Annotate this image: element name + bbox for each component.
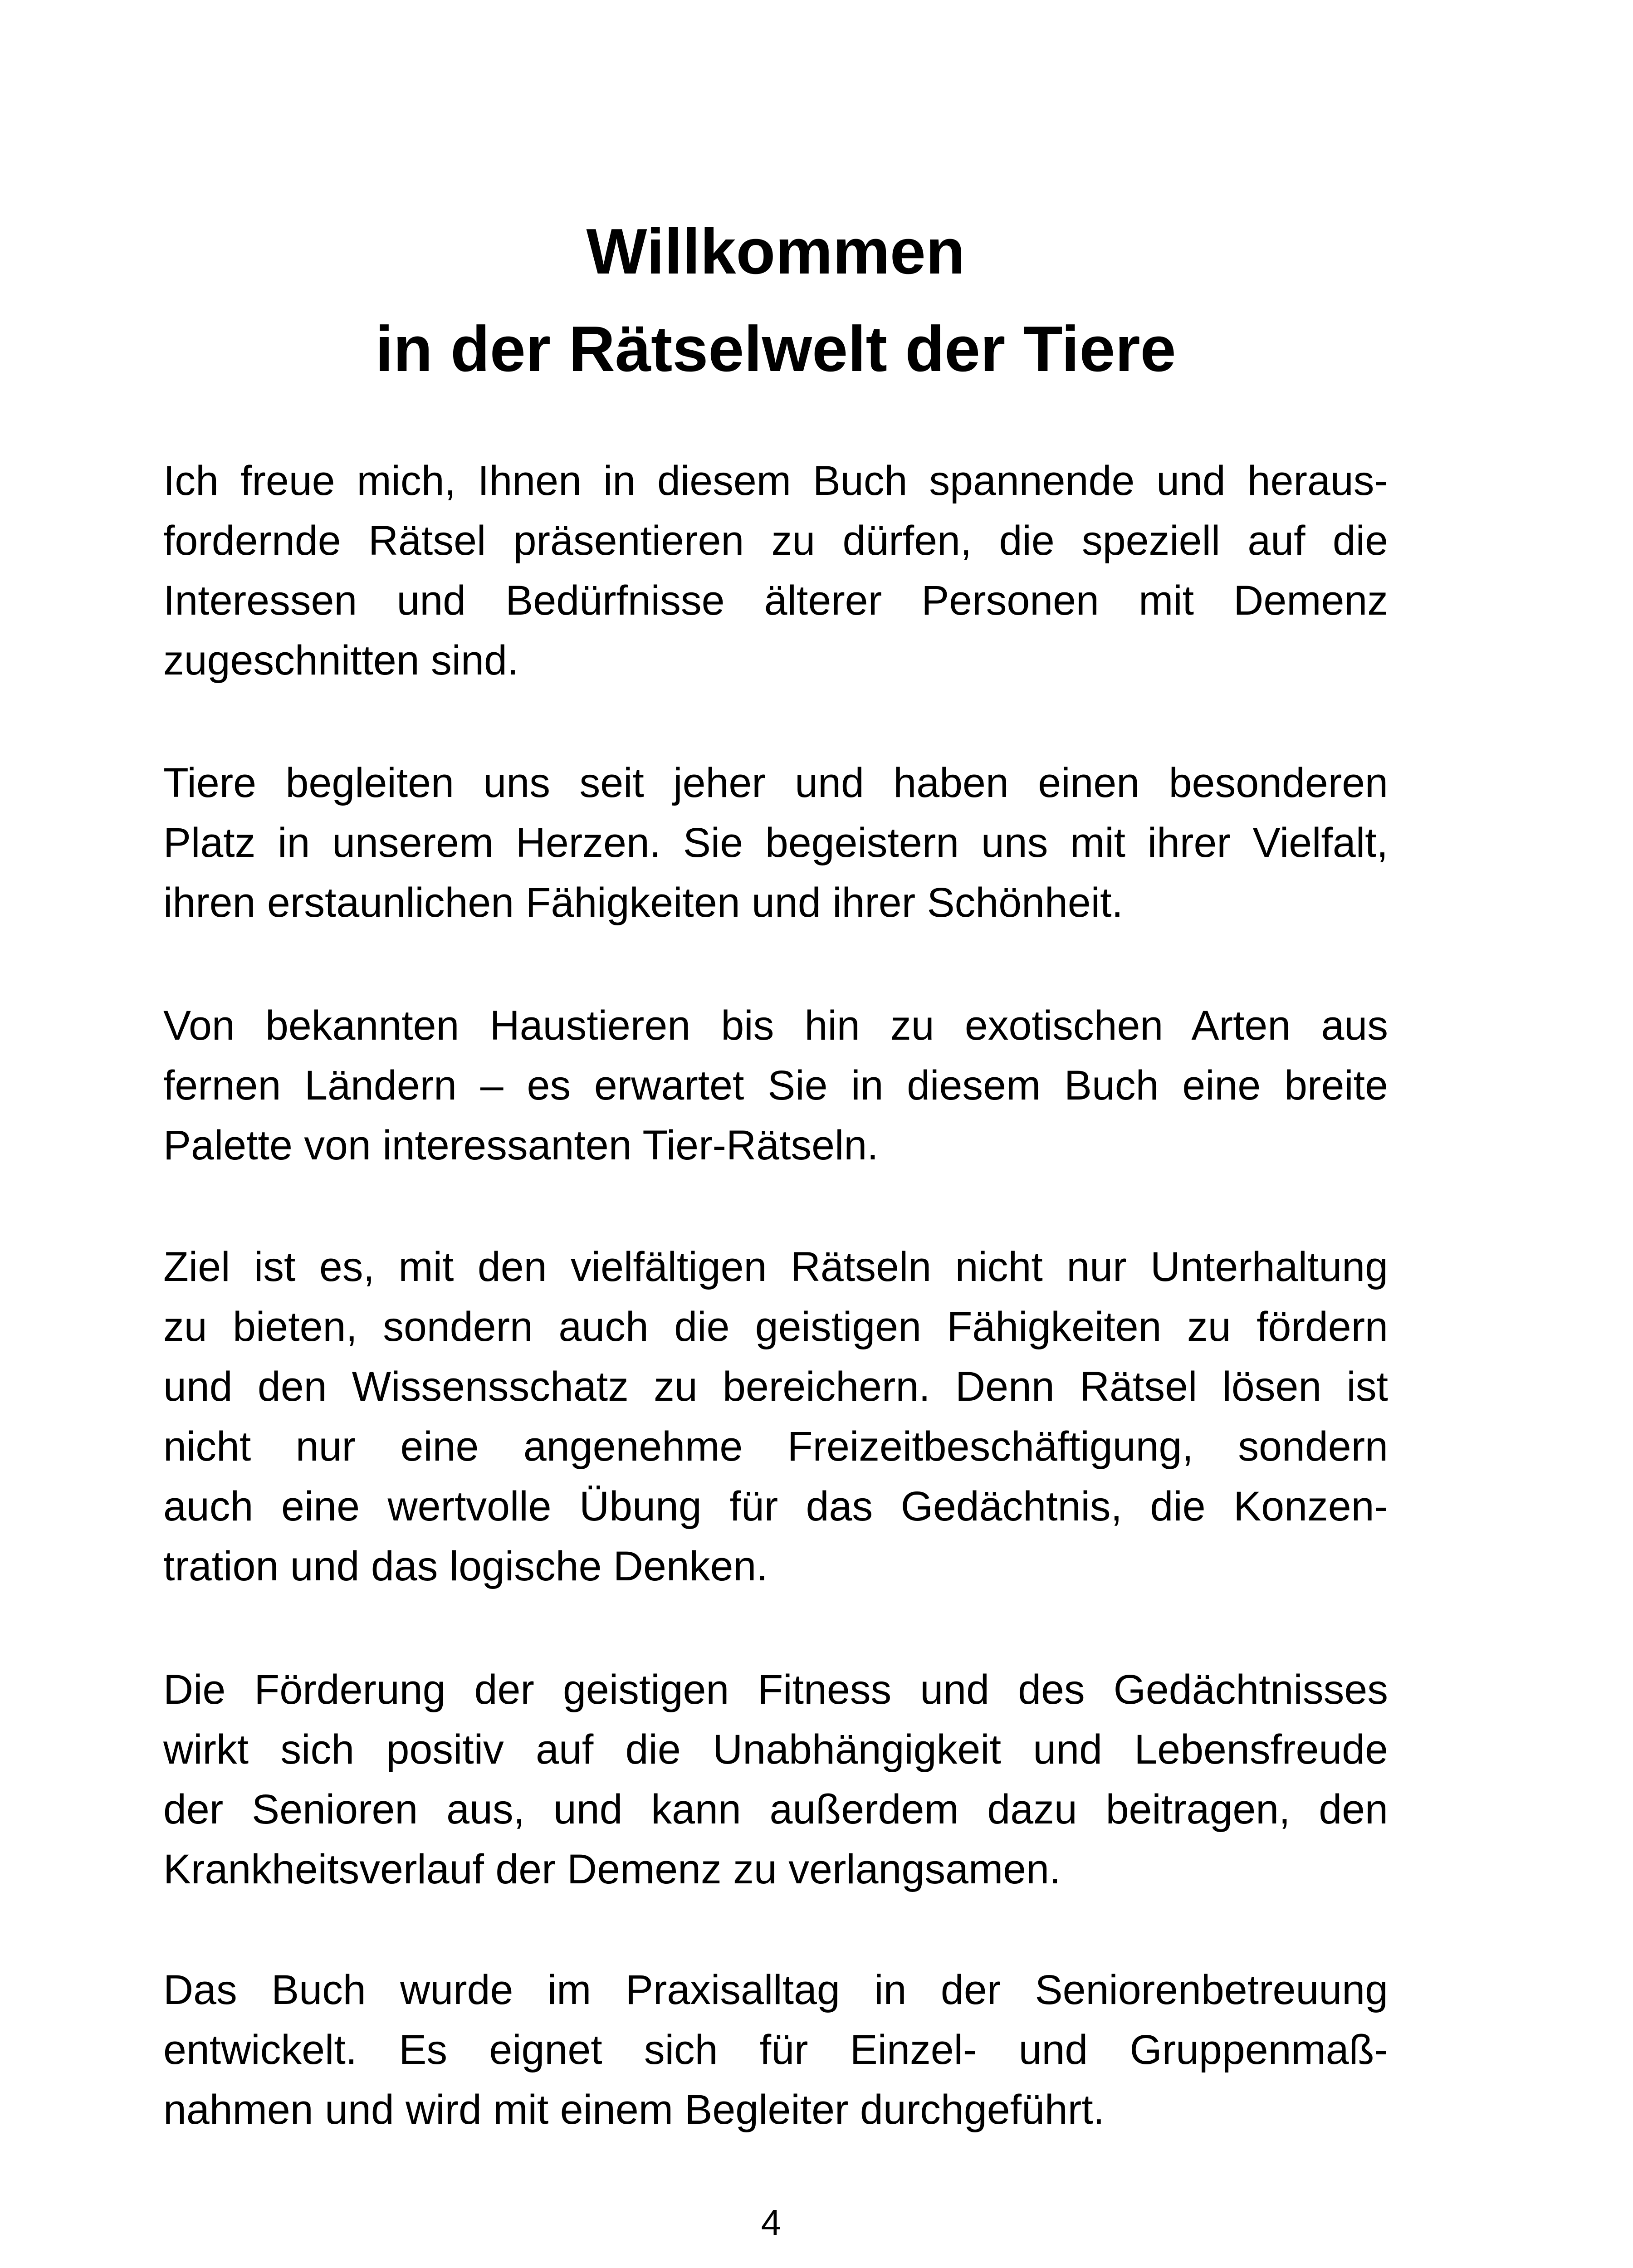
text-line: Ziel ist es, mit den vielfältigen Rätseln nicht nur Unterhaltung bbox=[163, 1244, 1388, 1290]
paragraph-intro bbox=[163, 451, 1388, 690]
text-line: nicht nur eine angenehme Freizeitbeschäftigung, sondern bbox=[163, 1423, 1388, 1470]
text-line: zugeschnitten sind. bbox=[163, 637, 519, 684]
paragraph-goal bbox=[163, 1237, 1388, 1596]
text-line: zu bieten, sondern auch die geistigen Fähigkeiten zu fördern bbox=[163, 1304, 1388, 1350]
text-line: fordernde Rätsel präsentieren zu dürfen, die speziell auf die bbox=[163, 518, 1388, 564]
page-title-line-1: Willkommen bbox=[586, 215, 965, 288]
text-line: Platz in unserem Herzen. Sie begeistern uns mit ihrer Vielfalt, bbox=[163, 820, 1388, 866]
paragraph-practice bbox=[163, 1960, 1388, 2140]
text-line: Das Buch wurde im Praxisalltag in der Seniorenbetreuung bbox=[163, 1967, 1388, 2013]
paragraph-fitness bbox=[163, 1660, 1388, 1899]
page-number: 4 bbox=[761, 2202, 782, 2243]
text-line: Die Förderung der geistigen Fitness und des Gedächtnisses bbox=[163, 1667, 1388, 1713]
text-line: wirkt sich positiv auf die Unabhängigkeit und Lebensfreude bbox=[163, 1726, 1388, 1773]
text-line: Krankheitsverlauf der Demenz zu verlangsamen. bbox=[163, 1846, 1061, 1892]
text-line: nahmen und wird mit einem Begleiter durchgeführt. bbox=[163, 2087, 1105, 2133]
text-line: fernen Ländern – es erwartet Sie in diesem Buch eine breite bbox=[163, 1062, 1388, 1109]
text-line: auch eine wertvolle Übung für das Gedächtnis, die Konzen- bbox=[163, 1483, 1388, 1530]
text-line: tration und das logische Denken. bbox=[163, 1543, 768, 1589]
text-line: der Senioren aus, und kann außerdem dazu beitragen, den bbox=[163, 1786, 1388, 1833]
text-line: entwickelt. Es eignet sich für Einzel- und Gruppenmaß- bbox=[163, 2027, 1388, 2073]
paragraph-variety bbox=[163, 996, 1388, 1175]
paragraph-animals bbox=[163, 753, 1388, 933]
text-line: ihren erstaunlichen Fähigkeiten und ihrer Schönheit. bbox=[163, 880, 1123, 926]
page-title-line-2: in der Rätselwelt der Tiere bbox=[375, 313, 1176, 385]
text-line: Palette von interessanten Tier-Rätseln. bbox=[163, 1122, 879, 1168]
text-line: Tiere begleiten uns seit jeher und haben einen besonderen bbox=[163, 760, 1388, 806]
text-line: Interessen und Bedürfnisse älterer Personen mit Demenz bbox=[163, 577, 1388, 624]
text-line: Ich freue mich, Ihnen in diesem Buch spannende und heraus- bbox=[163, 458, 1388, 504]
text-line: und den Wissensschatz zu bereichern. Denn Rätsel lösen ist bbox=[163, 1364, 1388, 1410]
text-line: Von bekannten Haustieren bis hin zu exotischen Arten aus bbox=[163, 1002, 1388, 1049]
